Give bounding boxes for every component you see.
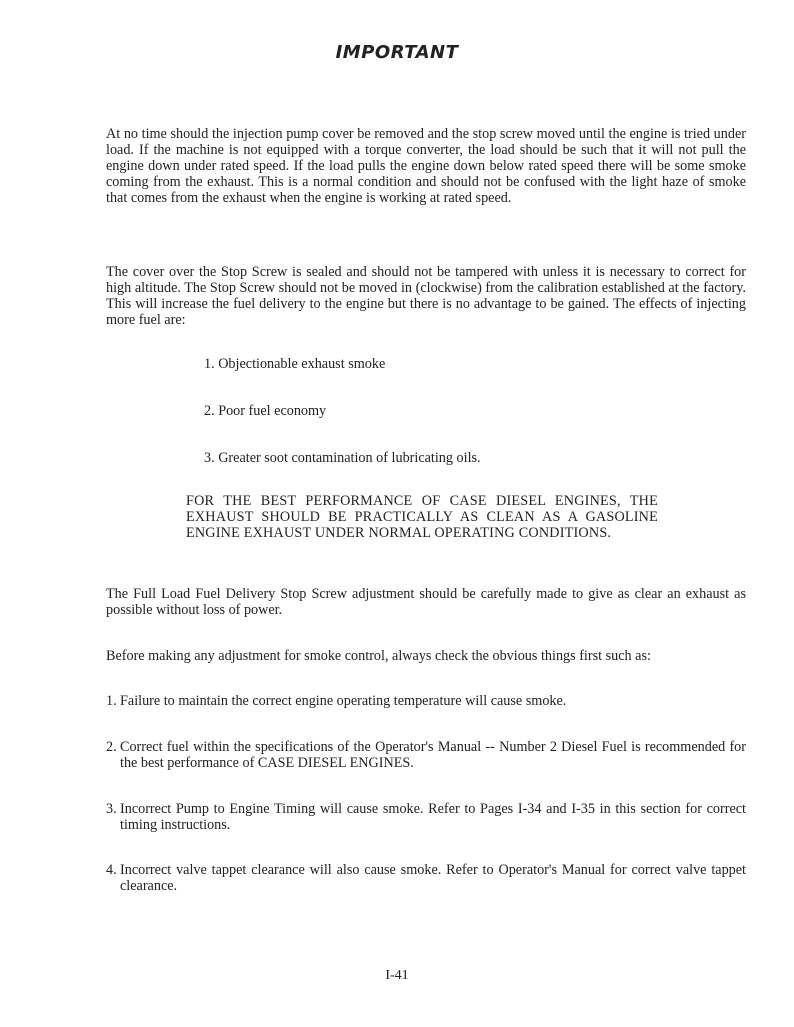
check-text: Incorrect Pump to Engine Timing will cause smoke. Refer to Pages I-34 and I-35 in this section for correct timing instructions. xyxy=(120,801,746,833)
effect-item-3: 3. Greater soot contamination of lubricating oils. xyxy=(204,450,481,466)
check-number: 1. xyxy=(106,693,117,709)
check-item-4 xyxy=(106,862,746,894)
check-number: 4. xyxy=(106,862,117,878)
effect-item-1: 1. Objectionable exhaust smoke xyxy=(204,356,386,372)
check-number: 3. xyxy=(106,801,117,817)
caps-notice: FOR THE BEST PERFORMANCE OF CASE DIESEL ENGINES, THE EXHAUST SHOULD BE PRACTICALLY AS CLEAN AS A GASOLINE ENGINE EXHAUST UNDER NORMAL OPERATING CONDITIONS. xyxy=(186,493,658,541)
paragraph-stop-screw: The cover over the Stop Screw is sealed and should not be tampered with unless it is necessary to correct for high altitude. The Stop Screw should not be moved in (clockwise) from the calibration established at the factory. This will increase the fuel delivery to the engine but there is no advantage to be gained. The effects of injecting more fuel are: xyxy=(106,264,746,328)
page-number: I-41 xyxy=(385,968,409,983)
effect-item-2: 2. Poor fuel economy xyxy=(204,403,327,419)
check-text: Correct fuel within the specifications of the Operator's Manual -- Number 2 Diesel Fuel is recommended for the best performance of CASE DIESEL ENGINES. xyxy=(120,739,746,771)
check-item-2 xyxy=(106,739,746,771)
check-text: Incorrect valve tappet clearance will also cause smoke. Refer to Operator's Manual for correct valve tappet clearance. xyxy=(120,862,746,894)
paragraph-full-load-adjustment: The Full Load Fuel Delivery Stop Screw adjustment should be carefully made to give as clear an exhaust as possible without loss of power. xyxy=(106,586,746,618)
paragraph-injection-pump-cover: At no time should the injection pump cover be removed and the stop screw moved until the engine is tried under load. If the machine is not equipped with a torque converter, the load should be such that it will not pull the engine down under rated speed. If the load pulls the engine down below rated speed there will be some smoke coming from the exhaust. This is a normal condition and should not be confused with the light haze of smoke that comes from the exhaust when the engine is working at rated speed. xyxy=(106,126,746,206)
check-text: Failure to maintain the correct engine operating temperature will cause smoke. xyxy=(120,693,567,709)
check-number: 2. xyxy=(106,739,117,755)
check-item-3 xyxy=(106,801,746,833)
check-item-1 xyxy=(106,693,746,709)
paragraph-before-adjustment: Before making any adjustment for smoke control, always check the obvious things first such as: xyxy=(106,648,651,664)
page-title: IMPORTANT xyxy=(335,42,459,63)
